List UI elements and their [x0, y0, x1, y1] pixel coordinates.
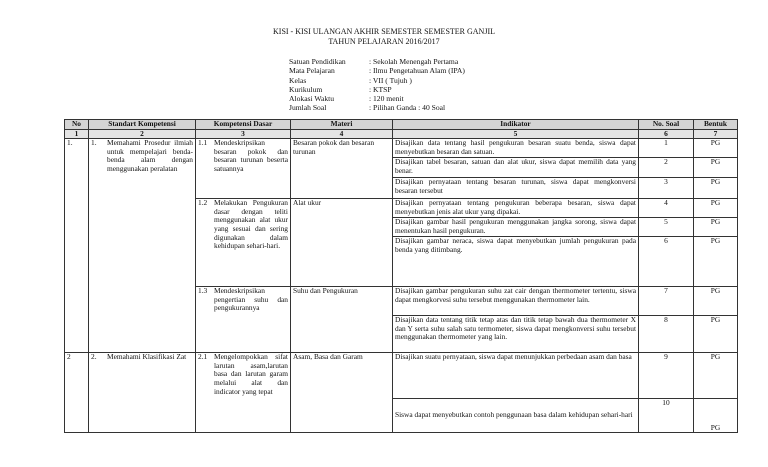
- header-num: 5: [393, 129, 639, 139]
- kompetensi-dasar: [196, 287, 291, 353]
- meta-label: Jumlah Soal: [289, 103, 327, 113]
- indikator: Disajikan gambar neraca, siswa dapat menyebutkan jumlah pengukuran pada benda yang ditimbang.: [393, 237, 639, 287]
- header-no: No: [65, 120, 89, 130]
- materi: Asam, Basa dan Garam: [291, 353, 393, 433]
- header-num: 3: [196, 129, 291, 139]
- sk-no: 1.: [65, 139, 89, 353]
- no-soal: 3: [639, 178, 694, 199]
- header-num: 2: [89, 129, 196, 139]
- header-num: 1: [65, 129, 89, 139]
- kd-text: Mendeskripsikan pengertian suhu dan pengukurannya: [214, 286, 288, 313]
- kd-text: Mendeskripsikan besaran pokok dan besaran turunan beserta satuannya: [214, 138, 288, 173]
- kisi-table: [64, 119, 738, 433]
- meta-value: : KTSP: [369, 84, 392, 94]
- meta-label: Alokasi Waktu: [289, 94, 335, 104]
- kd-num: 2.1: [198, 352, 208, 362]
- indikator: Disajikan tabel besaran, satuan dan alat ukur, siswa dapat memilih data yang benar.: [393, 158, 639, 178]
- sk-num: 2.: [91, 352, 97, 362]
- meta-value: : Sekolah Menengah Pertama: [369, 57, 459, 66]
- indikator: Disajikan gambar pengukuran suhu zat cair dengan thermometer tertentu, siswa dapat mengkorvesi suhu tersebut menggunakan thermometer lain.: [393, 287, 639, 316]
- indikator: Disajikan data tentang hasil pengukuran besaran suatu benda, siswa dapat menyebutkan besaran dan satuan.: [393, 139, 639, 158]
- meta-value: : VII ( Tujuh ): [369, 75, 412, 85]
- table-row: [65, 353, 738, 399]
- kd-text: Melakukan Pengukuran dasar dengan teliti menggunakan alat ukur yang sesuai dan sering digunakan dalam kehidupan sehari-hari.: [214, 198, 288, 251]
- bentuk: PG: [694, 353, 738, 399]
- header-sk: Standart Kompetensi: [89, 120, 196, 130]
- sk-text: Memahami Klasifikasi Zat: [107, 352, 187, 362]
- kompetensi-dasar: [196, 139, 291, 199]
- no-soal: 7: [639, 287, 694, 316]
- header-materi: Materi: [291, 120, 393, 130]
- bentuk: PG: [694, 178, 738, 199]
- header-indikator: Indikator: [393, 120, 639, 130]
- meta-label: Kelas: [289, 75, 307, 85]
- header-bentuk: Bentuk: [694, 120, 738, 130]
- standar-kompetensi: [89, 139, 196, 353]
- standar-kompetensi: [89, 353, 196, 433]
- indikator: Siswa dapat menyebutkan contoh penggunaan basa dalam kehidupan sehari-hari: [393, 399, 639, 433]
- no-soal: 5: [639, 218, 694, 237]
- kd-num: 1.2: [198, 198, 208, 208]
- indikator: Disajikan pernyataan tentang besaran turunan, siswa dapat mengkonversi besaran tersebut: [393, 178, 639, 199]
- header-num: 4: [291, 129, 393, 139]
- materi: Besaran pokok dan besaran turunan: [291, 139, 393, 199]
- kd-text: Mengelompokkan sifat larutan asam,larutan basa dan larutan garam melalui alat dan indicator yang tepat: [214, 352, 288, 396]
- bentuk: PG: [694, 139, 738, 158]
- kd-num: 1.1: [198, 138, 208, 148]
- bentuk: PG: [694, 158, 738, 178]
- bentuk: PG: [694, 237, 738, 287]
- header-row: [65, 120, 738, 130]
- meta-label: Satuan Pendidikan: [289, 57, 346, 66]
- sk-no: 2: [65, 353, 89, 433]
- table-row: [65, 139, 738, 158]
- indikator: Disajikan pernyataan tentang pengukuran beberapa besaran, siswa dapat menyebutkan jenis alat ukur yang dipakai.: [393, 199, 639, 218]
- bentuk: PG: [694, 399, 738, 433]
- indikator: Disajikan suatu pernyataan, siswa dapat menunjukkan perbedaan asam dan basa: [393, 353, 639, 399]
- materi: Alat ukur: [291, 199, 393, 287]
- no-soal: 9: [639, 353, 694, 399]
- meta-label: Mata Pelajaran: [289, 66, 335, 76]
- bentuk: PG: [694, 287, 738, 316]
- no-soal: 10: [639, 399, 694, 433]
- header-num: 7: [694, 129, 738, 139]
- no-soal: 8: [639, 316, 694, 353]
- meta-value: : 120 menit: [369, 94, 404, 104]
- bentuk: PG: [694, 316, 738, 353]
- indikator: Disajikan data tentang titik tetap atas dan titik tetap bawah dua thermometer X dan Y serta suhu salah satu termometer, siswa dapat mengkonversi suhu tersebut menggunakan thermometer yang lain.: [393, 316, 639, 353]
- header-no-soal: No. Soal: [639, 120, 694, 130]
- indikator: Disajikan gambar hasil pengukuran menggunakan jangka sorong, siswa dapat menentukan hasil pengukuran.: [393, 218, 639, 237]
- kompetensi-dasar: [196, 353, 291, 433]
- header-num: 6: [639, 129, 694, 139]
- meta-value: : Pilihan Ganda : 40 Soal: [369, 103, 446, 113]
- no-soal: 2: [639, 158, 694, 178]
- sk-num: 1.: [91, 138, 97, 148]
- no-soal: 4: [639, 199, 694, 218]
- meta-info: [289, 57, 465, 113]
- meta-label: Kurikulum: [289, 84, 323, 94]
- document-title: KISI - KISI ULANGAN AKHIR SEMESTER SEMESTER GANJIL: [273, 27, 495, 36]
- sk-text: Memahami Prosedur ilmiah untuk mempelajari benda-benda alam dengan menggunakan peralatan: [107, 138, 193, 173]
- bentuk: PG: [694, 218, 738, 237]
- header-kd: Kompetensi Dasar: [196, 120, 291, 130]
- bentuk: PG: [694, 199, 738, 218]
- document-subtitle: TAHUN PELAJARAN 2016/2017: [328, 37, 440, 46]
- no-soal: 6: [639, 237, 694, 287]
- no-soal: 1: [639, 139, 694, 158]
- kompetensi-dasar: [196, 199, 291, 287]
- kd-num: 1.3: [198, 286, 208, 296]
- materi: Suhu dan Pengukuran: [291, 287, 393, 353]
- meta-value: : Ilmu Pengetahuan Alam (IPA): [369, 66, 465, 76]
